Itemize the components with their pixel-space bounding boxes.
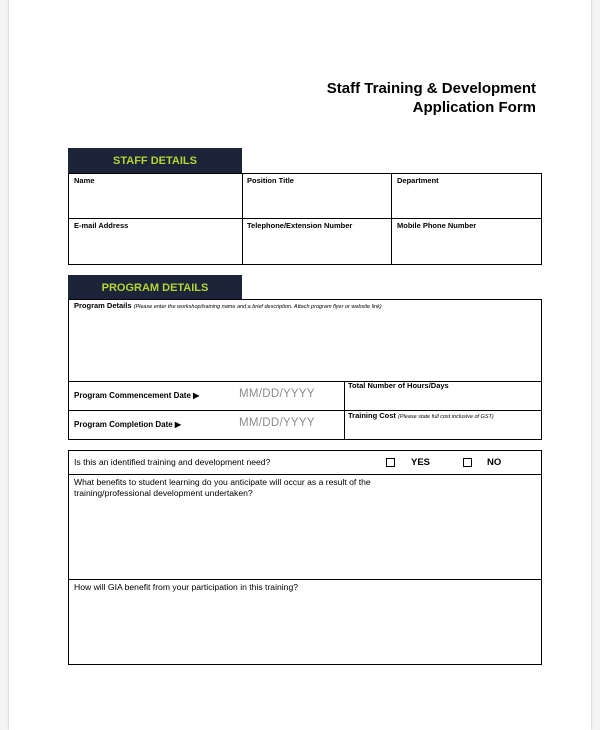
staff-col-divider-1 [242, 173, 243, 265]
commencement-date-field[interactable]: MM/DD/YYYY [239, 388, 315, 400]
no-checkbox[interactable] [463, 458, 472, 467]
questions-divider-1 [68, 474, 542, 475]
training-cost-label: Training Cost (Please state full cost inclusive of GST) [348, 411, 494, 420]
staff-divider [68, 218, 542, 219]
program-details-note: (Please enter the workshop/training name and a brief description. Attach program flyer or website link) [133, 304, 382, 310]
department-label: Department [397, 176, 439, 185]
name-label: Name [74, 176, 95, 185]
no-label: NO [487, 457, 502, 468]
program-col-divider [344, 381, 345, 440]
gia-benefit-question: How will GIA benefit from your participation in this training? [74, 582, 299, 592]
staff-details-table [68, 173, 542, 265]
yes-label: YES [411, 457, 431, 468]
position-title-label: Position Title [247, 176, 294, 185]
staff-details-tab: STAFF DETAILS [68, 148, 242, 173]
commencement-date-label: Program Commencement Date ▶ [74, 391, 200, 400]
program-details-label: Program Details (Please enter the workshop/training name and a brief description. Attach program flyer or website link) [74, 301, 382, 310]
email-label: E-mail Address [74, 221, 129, 230]
program-divider-1 [68, 381, 542, 382]
completion-date-field[interactable]: MM/DD/YYYY [239, 417, 315, 429]
telephone-label: Telephone/Extension Number [247, 221, 353, 230]
form-title-line2: Application Form [412, 99, 536, 116]
questions-divider-2 [68, 579, 542, 580]
benefits-question-line2: training/professional development undertaken? [74, 488, 253, 498]
staff-col-divider-2 [391, 173, 392, 265]
total-hours-label: Total Number of Hours/Days [348, 381, 449, 390]
completion-date-label: Program Completion Date ▶ [74, 420, 182, 429]
training-need-question: Is this an identified training and development need? [74, 457, 271, 467]
benefits-question-line1: What benefits to student learning do you anticipate will occur as a result of the [74, 477, 371, 487]
program-details-tab: PROGRAM DETAILS [68, 275, 242, 300]
mobile-label: Mobile Phone Number [397, 221, 477, 230]
training-cost-note: (Please state full cost inclusive of GST) [398, 414, 494, 420]
yes-checkbox[interactable] [386, 458, 395, 467]
form-title-line1: Staff Training & Development [326, 80, 536, 97]
